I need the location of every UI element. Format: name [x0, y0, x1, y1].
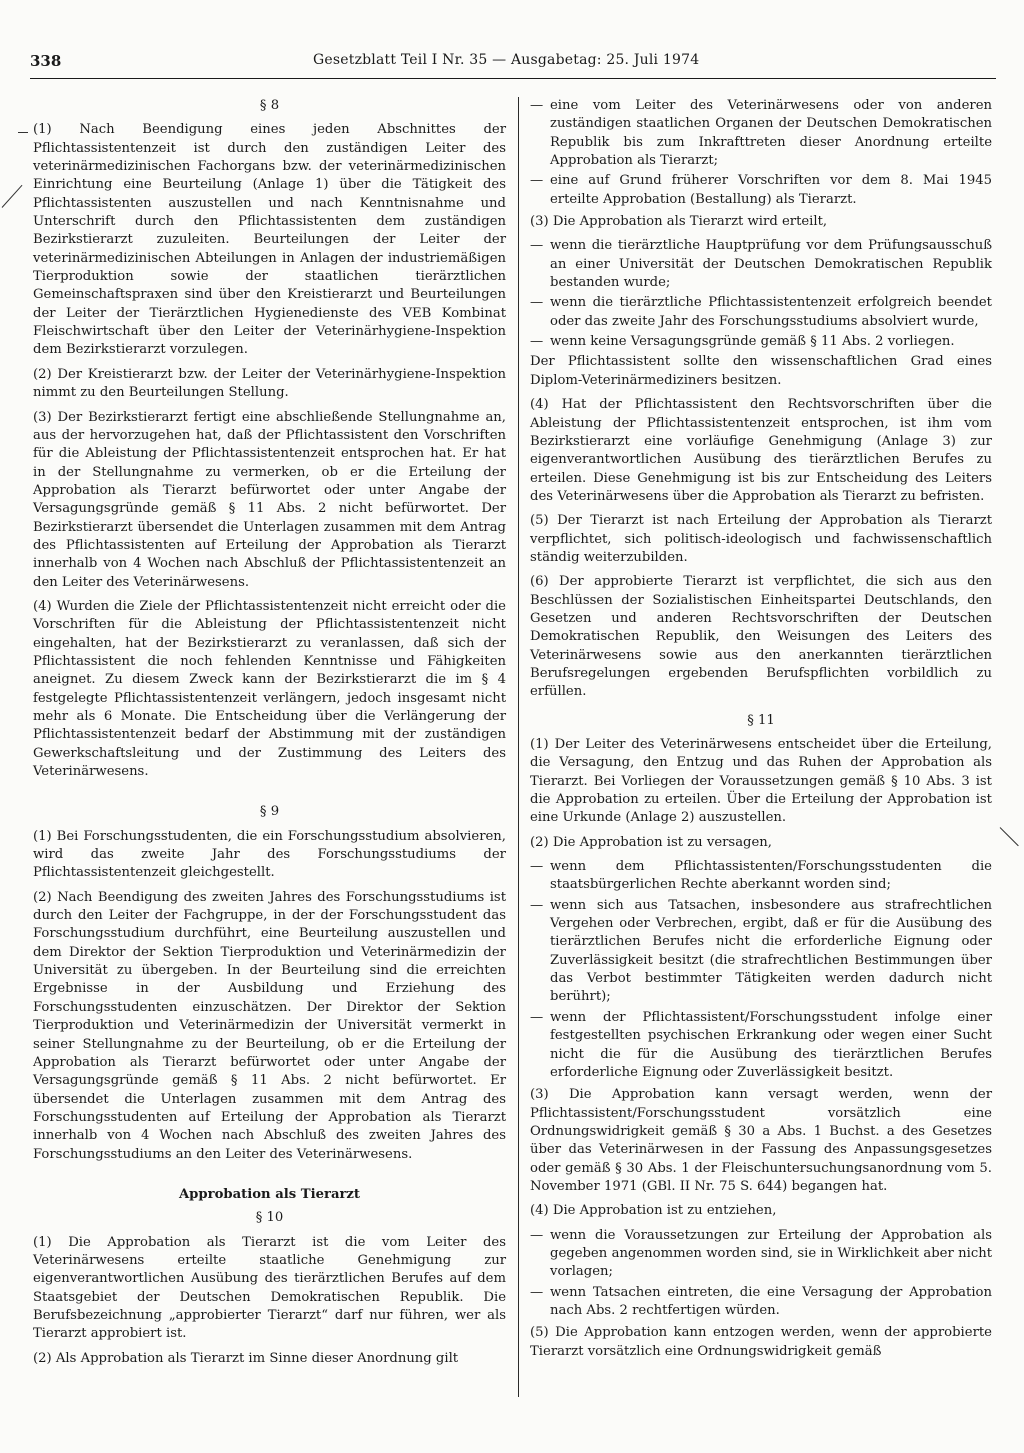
section-9-paragraph-2: (2) Nach Beendigung des zweiten Jahres des Forschungsstudiums ist durch den Leiter der Fachgruppe, in der der Forschungsstudent das Forschungsstudium durchführt, eine Beurteilung auszustellen und dem Direktor der Sektion Tierproduktion und Veterinärmedizin der Universität zu übergeben. In der Beurteilung sind die erreichten Ergebnisse in der Ausbildung und Erziehung des Forschungsstudenten einzuschätzen. Der Direktor der Sektion Tierproduktion und Veterinärmedizin der Universität vermerkt in seiner Stellungnahme zu der Beurteilung, ob er die Erteilung der Approbation als Tierarzt befürwortet oder unter Angabe der Versagungsgründe gemäß § 11 Abs. 2 nicht befürwortet. Er übersendet die Unterlagen zusammen mit dem Antrag des Forschungsstudenten auf Erteilung der Approbation als Tierarzt innerhalb von 4 Wochen nach Abschluß des zweiten Jahres des Forschungsstudiums an den Leiter des Veterinärwesens.: [33, 889, 506, 1162]
left-column: [33, 97, 506, 1374]
section-10-paragraph-6: (6) Der approbierte Tierarzt ist verpflichtet, die sich aus den Beschlüssen der Sozialistischen Einheitspartei Deutschlands, den Gesetzen und anderen Rechtsvorschriften der Deutschen Demokratischen Republik, den Weisungen des Leiters des Veterinärwesens sowie aus den anerkannten tierärztlichen Berufsregelungen ergebenden Berufspflichten vorbildlich zu erfüllen.: [530, 574, 992, 700]
pencil-mark: [2, 185, 23, 208]
dash-marker: —: [530, 1009, 544, 1025]
section-11-paragraph-1: (1) Der Leiter des Veterinärwesens entscheidet über die Erteilung, die Versagung, den Entzug und das Ruhen der Approbation als Tierarzt. Bei Vorliegen der Voraussetzungen gemäß § 10 Abs. 3 ist die Approbation zu erteilen. Über die Erteilung der Approbation ist eine Urkunde (Anlage 2) auszustellen.: [530, 737, 992, 826]
section-10-paragraph-3: (3) Die Approbation als Tierarzt wird erteilt,: [530, 214, 828, 230]
page-header: [30, 52, 996, 79]
section-8-paragraph-2: (2) Der Kreistierarzt bzw. der Leiter der Veterinärhygiene-Inspektion nimmt zu den Beurteilungen Stellung.: [33, 366, 506, 401]
section-10-paragraph-5: (5) Der Tierarzt ist nach Erteilung der Approbation als Tierarzt verpflichtet, sich politisch-ideologisch und fachwissenschaftlich ständig weiterzubilden.: [530, 513, 992, 565]
dash-marker: —: [530, 1227, 544, 1243]
list-item: — wenn dem Pflichtassistenten/Forschungsstudenten die staatsbürgerlichen Rechte aberkannt worden sind;: [530, 858, 992, 895]
dash-marker: —: [530, 897, 544, 913]
right-column: [530, 97, 992, 1367]
dash-marker: —: [530, 334, 544, 350]
section-11-paragraph-3: (3) Die Approbation kann versagt werden, wenn der Pflichtassistent/Forschungsstudent vorsätzlich eine Ordnungswidrigkeit gemäß § 30 a Abs. 1 Buchst. a des Gesetzes über das Veterinärwesen in der Fassung des Anpassungsgesetzes oder gemäß § 30 Abs. 1 der Fleischuntersuchungsanordnung vom 5. November 1971 (GBl. II Nr. 75 S. 644) begangen hat.: [530, 1087, 992, 1194]
list-item: — wenn keine Versagungsgründe gemäß § 11 Abs. 2 vorliegen.: [530, 333, 992, 351]
section-11-title: § 11: [747, 712, 775, 728]
list-item: — wenn die Voraussetzungen zur Erteilung der Approbation als gegeben angenommen worden sind, sie in Wirklichkeit aber nicht vorlagen;: [530, 1227, 992, 1282]
dash-marker: —: [530, 859, 544, 875]
section-9-title: § 9: [259, 804, 280, 820]
list-item: — wenn sich aus Tatsachen, insbesondere aus strafrechtlichen Vergehen oder Verbrechen, ergibt, daß er für die Ausübung des tierärztlichen Berufes nicht die erforderliche Eignung oder Zuverlässigkeit besitzt (die strafrechtlichen Bestimmungen über das Verbot bestimmter Tätigkeiten werden dadurch nicht berührt);: [530, 897, 992, 1007]
section-10-paragraph-4: (4) Hat der Pflichtassistent den Rechtsvorschriften über die Ableistung der Pflichtassistentenzeit entsprochen, ist ihm vom Bezirkstierarzt eine vorläufige Genehmigung (Anlage 3) zur eigenverantwortlichen Ausübung des tierärztlichen Berufes zu erteilen. Diese Genehmigung ist bis zur Entscheidung des Leiters des Veterinärwesens über die Approbation als Tierarzt zu befristen.: [530, 397, 992, 504]
page-number: 338: [30, 52, 62, 70]
column-rule: [518, 97, 519, 1397]
dash-marker: —: [530, 173, 544, 189]
running-title: Gesetzblatt Teil I Nr. 35 — Ausgabetag: 25. Juli 1974: [313, 52, 700, 68]
section-11-paragraph-4: (4) Die Approbation ist zu entziehen,: [530, 1203, 777, 1219]
list-item: — eine vom Leiter des Veterinärwesens oder von anderen zuständigen staatlichen Organen der Deutschen Demokratischen Republik bis zum Inkrafttreten dieser Anordnung erteilte Approbation als Tierarzt;: [530, 97, 992, 170]
section-9-paragraph-1: (1) Bei Forschungsstudenten, die ein Forschungsstudium absolvieren, wird das zweite Jahr des Forschungsstudiums der Pflichtassistentenzeit gleichgestellt.: [33, 828, 506, 881]
section-10-paragraph-3b: Der Pflichtassistent sollte den wissenschaftlichen Grad eines Diplom-Veterinärmediziners besitzen.: [530, 354, 992, 388]
approbation-heading: Approbation als Tierarzt: [178, 1186, 361, 1202]
dash-marker: —: [530, 1284, 544, 1300]
dash-marker: —: [530, 238, 544, 254]
section-10-paragraph-1: (1) Die Approbation als Tierarzt ist die vom Leiter des Veterinärwesens erteilte staatliche Genehmigung zur eigenverantwortlichen Ausübung des tierärztlichen Berufes auf dem Staatsgebiet der Deutschen Demokratischen Republik. Die Berufsbezeichnung „approbierter Tierarzt“ darf nur führen, wer als Tierarzt approbiert ist.: [33, 1234, 506, 1342]
pencil-mark: [1000, 827, 1019, 846]
section-8-paragraph-3: (3) Der Bezirkstierarzt fertigt eine abschließende Stellungnahme an, aus der hervorzugehen hat, daß der Pflichtassistent den Vorschriften für die Ableistung der Pflichtassistentenzeit entsprochen hat. Er hat in der Stellungnahme zu vermerken, ob er die Erteilung der Approbation als Tierarzt befürwortet oder unter Angabe der Versagungsgründe gemäß § 11 Abs. 2 nicht befürwortet. Der Bezirkstierarzt übersendet die Unterlagen zusammen mit dem Antrag des Pflichtassistenten auf Erteilung der Approbation als Tierarzt innerhalb von 4 Wochen nach Abschluß der Pflichtassistentenzeit an den Leiter des Veterinärwesens.: [33, 409, 506, 590]
section-8-paragraph-4: (4) Wurden die Ziele der Pflichtassistentenzeit nicht erreicht oder die Vorschriften für die Ableistung der Pflichtassistentenzeit nicht eingehalten, hat der Bezirkstierarzt zu veranlassen, daß sich der Pflichtassistent die noch fehlenden Kenntnisse und Fähigkeiten aneignet. Zu diesem Zweck kann der Bezirkstierarzt die im § 4 festgelegte Pflichtassistentenzeit verlängern, jedoch insgesamt nicht mehr als 6 Monate. Die Entscheidung über die Verlängerung der Pflichtassistentenzeit bedarf der Abstimmung mit der zuständigen Gewerkschaftsleitung und der Zustimmung des Leiters des Veterinärwesens.: [33, 598, 506, 780]
list-item: — eine auf Grund früherer Vorschriften vor dem 8. Mai 1945 erteilte Approbation (Bestallung) als Tierarzt.: [530, 172, 992, 209]
section-10-title: § 10: [255, 1210, 284, 1226]
pencil-mark: [18, 132, 28, 133]
section-11-paragraph-2: (2) Die Approbation ist zu versagen,: [530, 834, 772, 850]
section-8-title: § 8: [259, 98, 280, 113]
list-item: — wenn die tierärztliche Pflichtassistentenzeit erfolgreich beendet oder das zweite Jahr des Forschungsstudiums absolviert wurde,: [530, 294, 992, 331]
section-8-paragraph-1: (1) Nach Beendigung eines jeden Abschnittes der Pflichtassistentenzeit ist durch den zuständigen Leiter des veterinärmedizinischen Fachorgans bzw. der veterinärmedizinischen Einrichtung eine Beurteilung (Anlage 1) über die Tätigkeit des Pflichtassistenten auszustellen und nach Kenntnisnahme und Unterschrift durch den Pflichtassistenten dem zuständigen Bezirkstierarzt zuzuleiten. Beurteilungen der Leiter der veterinärmedizinischen Abteilungen in Anlagen der industriemäßigen Tierproduktion sowie der staatlichen tierärztlichen Gemeinschaftspraxen sind über den Kreistierarzt und Beurteilungen der Leiter der Tierärztlichen Hygienedienste des VEB Kombinat Fleischwirtschaft über den Leiter der Veterinärhygiene-Inspektion dem Bezirkstierarzt vorzulegen.: [33, 122, 506, 358]
dash-marker: —: [530, 98, 544, 113]
section-10-paragraph-2: (2) Als Approbation als Tierarzt im Sinne dieser Anordnung gilt: [33, 1350, 459, 1366]
list-item: — wenn der Pflichtassistent/Forschungsstudent infolge einer festgestellten psychischen Erkrankung oder wegen einer Sucht nicht die für die Ausübung des tierärztlichen Berufes erforderliche Eignung oder Zuverlässigkeit besitzt.: [530, 1009, 992, 1082]
dash-marker: —: [530, 295, 544, 311]
list-item: — wenn Tatsachen eintreten, die eine Versagung der Approbation nach Abs. 2 rechtfertigen würden.: [530, 1284, 992, 1321]
list-item: — wenn die tierärztliche Hauptprüfung vor dem Prüfungsausschuß an einer Universität der Deutschen Demokratischen Republik bestanden wurde;: [530, 237, 992, 292]
section-11-paragraph-5: (5) Die Approbation kann entzogen werden, wenn der approbierte Tierarzt vorsätzlich eine Ordnungswidrigkeit gemäß: [530, 1325, 992, 1359]
